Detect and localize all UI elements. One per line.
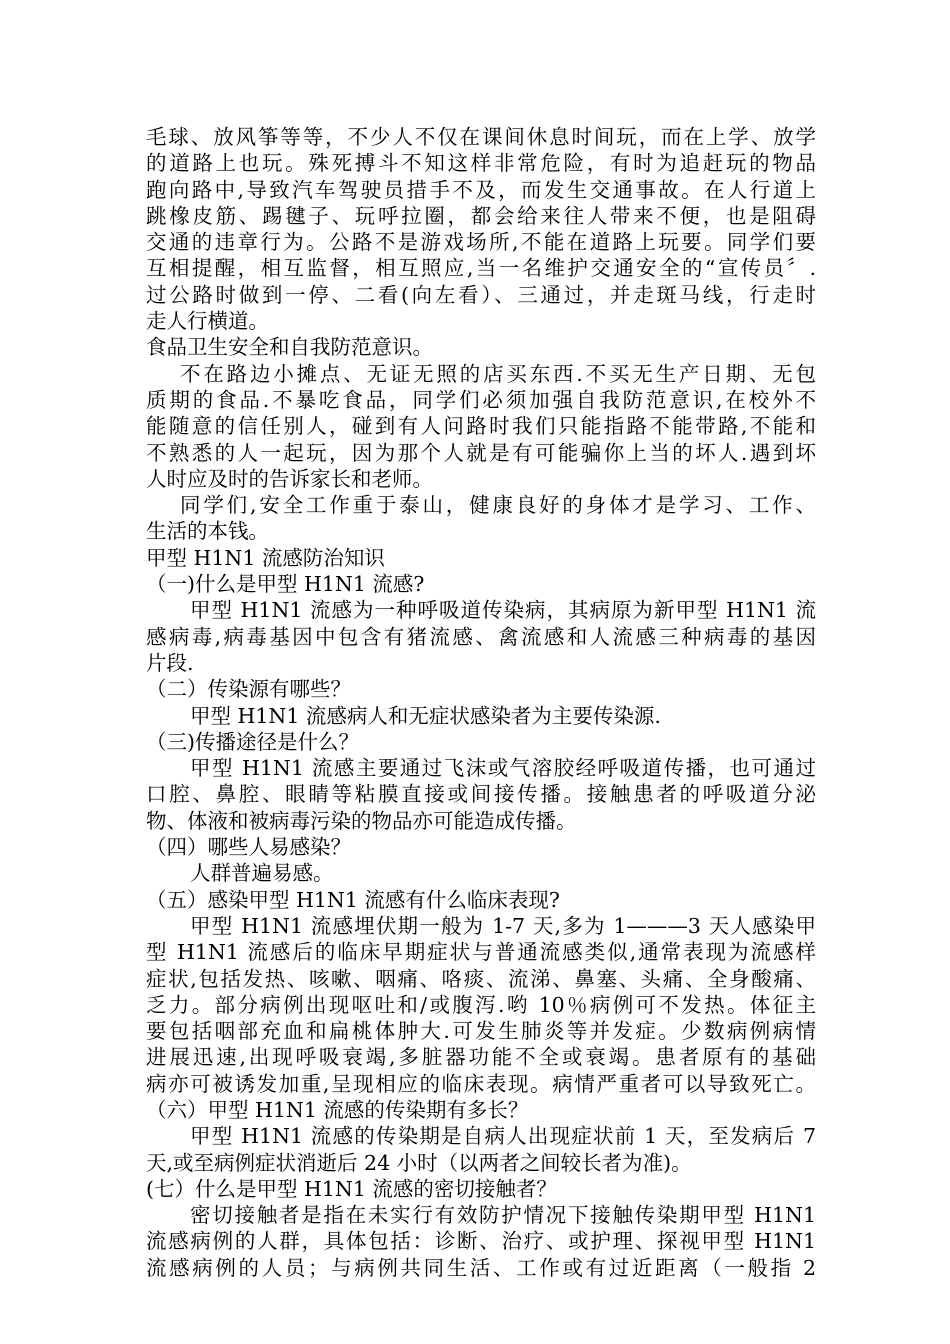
text-line: 天,或至病例症状消逝后 24 小时（以两者之间较长者为准)。 xyxy=(146,1150,692,1175)
text-line: （二）传染源有哪些？ xyxy=(146,677,351,702)
text-line: 生活的本钱。 xyxy=(146,519,269,544)
text-line: 不熟悉的人一起玩，因为那个人就是有可能骗你上当的坏人.遇到坏 xyxy=(146,440,816,465)
text-line: 症状,包括发热、咳嗽、咽痛、咯痰、流涕、鼻塞、头痛、全身酸痛、 xyxy=(146,966,816,991)
text-line: 片段. xyxy=(146,650,194,675)
text-line: 密切接触者是指在未实行有效防护情况下接触传染期甲型 H1N1 xyxy=(190,1203,816,1228)
text-line: 要包括咽部充血和扁桃体肿大.可发生肺炎等并发症。少数病例病情 xyxy=(146,1019,816,1044)
text-line: （四）哪些人易感染？ xyxy=(146,835,351,860)
text-line: 甲型 H1N1 流感防治知识 xyxy=(146,545,385,570)
document-body xyxy=(146,124,816,1281)
text-line: 感病毒,病毒基因中包含有猪流感、禽流感和人流感三种病毒的基因 xyxy=(146,624,816,649)
text-line: 毛球、放风筝等等，不少人不仅在课间休息时间玩，而在上学、放学 xyxy=(146,125,816,149)
text-line: 病亦可被诱发加重,呈现相应的临床表现。病情严重者可以导致死亡。 xyxy=(146,1071,816,1096)
text-line: 甲型 H1N1 流感为一种呼吸道传染病，其病原为新甲型 H1N1 流 xyxy=(190,598,816,623)
text-line: 甲型 H1N1 流感的传染期是自病人出现症状前 1 天，至发病后 7 xyxy=(190,1124,816,1149)
text-line: 乏力。部分病例出现呕吐和/或腹泻.哟 10％病例可不发热。体征主 xyxy=(146,992,816,1017)
text-line: 甲型 H1N1 流感病人和无症状感染者为主要传染源. xyxy=(190,703,661,728)
text-line: 食品卫生安全和自我防范意识。 xyxy=(146,335,433,360)
text-line: （五）感染甲型 H1N1 流感有什么临床表现? xyxy=(146,887,560,912)
text-line: 互相提醒，相互监督，相互照应,当一名维护交通安全的“宣传员〞. xyxy=(146,256,816,281)
text-line: （三)传播途径是什么？ xyxy=(146,729,359,754)
text-line: 甲型 H1N1 流感主要通过飞沫或气溶胶经呼吸道传播，也可通过 xyxy=(190,756,816,781)
text-line: 物、体液和被病毒污染的物品亦可能造成传播。 xyxy=(146,808,577,833)
text-line: 口腔、鼻腔、眼睛等粘膜直接或间接传播。接触患者的呼吸道分泌 xyxy=(146,782,816,807)
text-line: 人时应及时的告诉家长和老师。 xyxy=(146,466,433,491)
text-line: 过公路时做到一停、二看(向左看）、三通过，并走斑马线，行走时 xyxy=(146,282,816,307)
text-line: 能随意的信任别人，碰到有人问路时我们只能指路不能带路,不能和 xyxy=(146,414,816,439)
text-line: 不在路边小摊点、无证无照的店买东西.不买无生产日期、无包 xyxy=(180,361,816,386)
text-line: 交通的违章行为。公路不是游戏场所,不能在道路上玩要。同学们要 xyxy=(146,230,816,255)
text-line: 跑向路中,导致汽车驾驶员措手不及，而发生交通事故。在人行道上 xyxy=(146,177,816,202)
text-line: 跳橡皮筋、踢毽子、玩呼拉圈，都会给来往人带来不便，也是阻碍 xyxy=(146,203,816,228)
text-line: 质期的食品.不暴吃食品，同学们必须加强自我防范意识,在校外不 xyxy=(146,387,816,412)
text-line: 同学们,安全工作重于泰山，健康良好的身体才是学习、工作、 xyxy=(180,493,816,518)
text-line: (七）什么是甲型 H1N1 流感的密切接触者？ xyxy=(146,1176,557,1201)
text-line: 人群普遍易感。 xyxy=(190,861,334,886)
text-line: 进展迅速,出现呼吸衰竭,多脏器功能不全或衰竭。患者原有的基础 xyxy=(146,1045,816,1070)
text-line: （一)什么是甲型 H1N1 流感? xyxy=(146,572,425,597)
text-line: （六）甲型 H1N1 流感的传染期有多长？ xyxy=(146,1097,529,1122)
text-line: 走人行横道。 xyxy=(146,309,269,334)
text-line: 甲型 H1N1 流感埋伏期一般为 1-7 天,多为 1———3 天人感染甲 xyxy=(190,913,816,938)
text-line: 流感病例的人员；与病例共同生活、工作或有过近距离（一般指 2 xyxy=(146,1255,816,1280)
text-line: 流感病例的人群，具体包括：诊断、治疗、或护理、探视甲型 H1N1 xyxy=(146,1229,816,1254)
text-line: 的道路上也玩。殊死搏斗不知这样非常危险，有时为追赶玩的物品 xyxy=(146,151,816,176)
text-line: 型 H1N1 流感后的临床早期症状与普通流感类似,通常表现为流感样 xyxy=(146,940,816,965)
